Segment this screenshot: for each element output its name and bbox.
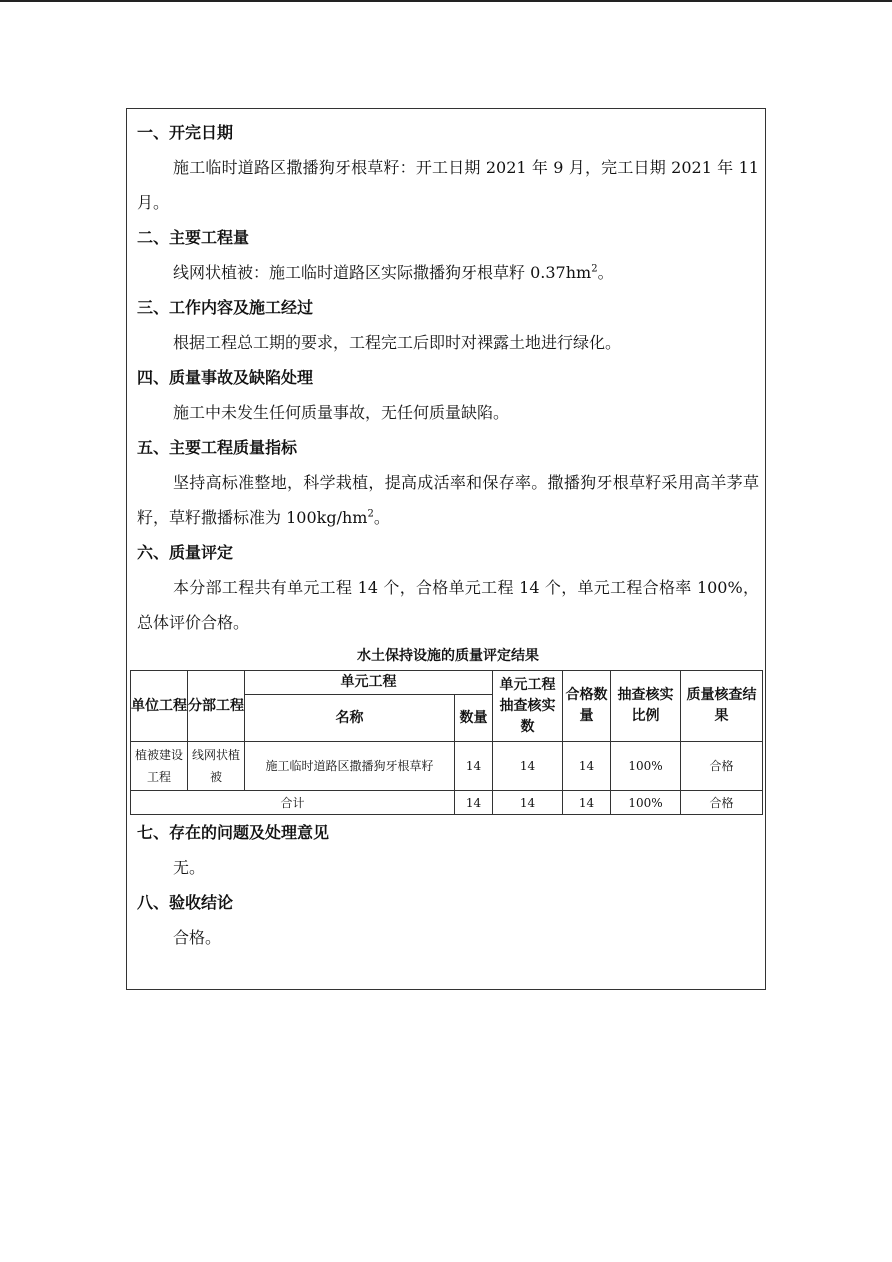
cell-sample-count: 14 (493, 742, 563, 791)
table-total-row (131, 791, 763, 815)
section-4-text: 施工中未发生任何质量事故，无任何质量缺陷。 (173, 403, 510, 422)
header-count: 数量 (455, 695, 493, 742)
cell-result: 合格 (681, 742, 763, 791)
section-7-text: 无。 (173, 858, 206, 877)
section-5-text: 坚持高标准整地，科学栽植，提高成活率和保存率。撒播狗牙根草籽采用高羊茅草籽，草籽撒播标准为 $100kg/hm^2$。 (137, 473, 759, 527)
total-count: 14 (455, 791, 493, 815)
cell-name: 施工临时道路区撒播狗牙根草籽 (245, 742, 455, 791)
lower-content (137, 815, 759, 955)
section-8-title: 八、验收结论 (137, 893, 234, 912)
page-top-rule (0, 0, 892, 2)
section-2-title: 二、主要工程量 (137, 228, 250, 247)
section-1-title: 一、开完日期 (137, 123, 234, 142)
total-sample-ratio: 100% (611, 791, 681, 815)
table-caption: 水土保持设施的质量评定结果 (357, 648, 539, 664)
report-content (137, 115, 759, 670)
cell-sub-project: 线网状植被 (188, 742, 245, 791)
section-2-text: 线网状植被：施工临时道路区实际撒播狗牙根草籽 $0.37hm^2$。 (173, 263, 614, 282)
header-sub-project: 分部工程 (188, 671, 245, 742)
cell-qualified-count: 14 (563, 742, 611, 791)
section-3-text: 根据工程总工期的要求，工程完工后即时对裸露土地进行绿化。 (173, 333, 622, 352)
total-result: 合格 (681, 791, 763, 815)
cell-sample-ratio: 100% (611, 742, 681, 791)
report-frame (126, 108, 766, 990)
section-4-title: 四、质量事故及缺陷处理 (137, 368, 314, 387)
section-6-title: 六、质量评定 (137, 543, 234, 562)
cell-count: 14 (455, 742, 493, 791)
header-name: 名称 (245, 695, 455, 742)
header-result: 质量核查结果 (681, 671, 763, 742)
table-row (131, 742, 763, 791)
section-3-title: 三、工作内容及施工经过 (137, 298, 314, 317)
quality-table (130, 670, 763, 815)
section-5-title: 五、主要工程质量指标 (137, 438, 298, 457)
cell-unit-project: 植被建设工程 (131, 742, 188, 791)
section-7-title: 七、存在的问题及处理意见 (137, 823, 330, 842)
header-sample-count: 单元工程抽查核实数 (493, 671, 563, 742)
total-qualified-count: 14 (563, 791, 611, 815)
header-element-project: 单元工程 (245, 671, 493, 695)
total-sample-count: 14 (493, 791, 563, 815)
section-1-text: 施工临时道路区撒播狗牙根草籽：开工日期 2021 年 9 月，完工日期 2021 年 11 月。 (137, 158, 759, 212)
section-6-text: 本分部工程共有单元工程 14 个，合格单元工程 14 个，单元工程合格率 100%，总体评价合格。 (137, 578, 759, 632)
header-sample-ratio: 抽查核实比例 (611, 671, 681, 742)
header-qualified-count: 合格数量 (563, 671, 611, 742)
section-8-text: 合格。 (173, 928, 222, 947)
header-unit-project: 单位工程 (131, 671, 188, 742)
total-label: 合计 (131, 791, 455, 815)
